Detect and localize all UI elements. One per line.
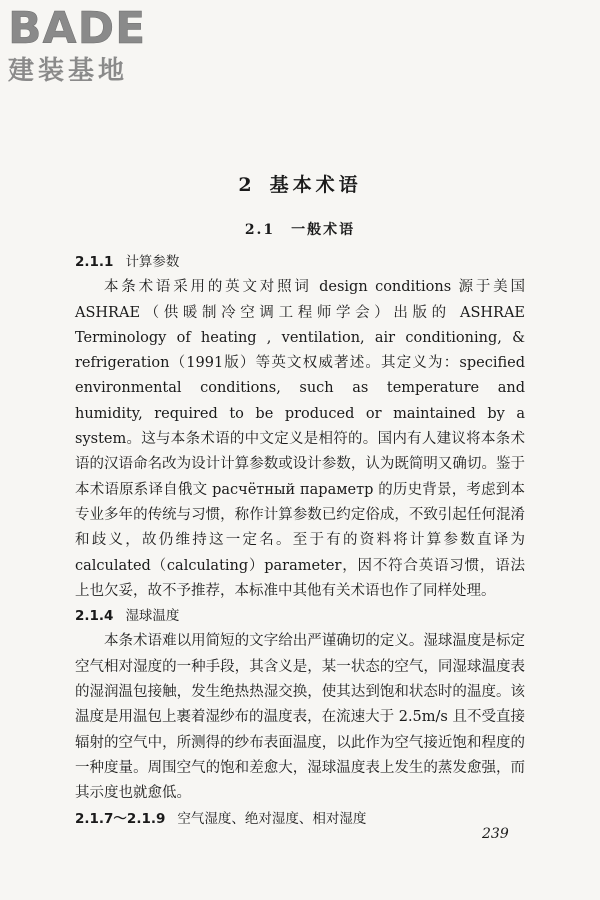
logo	[8, 4, 178, 86]
section-name: 一般术语	[291, 222, 356, 238]
entry-paragraph: 本条术语采用的英文对照词 design conditions 源于美国 ASHRAE（供暖制冷空调工程师学会）出版的 ASHRAE Terminology of heating , ventilation, air conditioning, & refrigeration（1991版）等英文权威著述。其定义为：specified environmental conditions, such as temperature and humidity, required to be produced or maintained by a system。这与本条术语的中文定义是相符的。国内有人建议将本条术语的汉语命名改为设计计算参数或设计参数，认为既简明又确切。鉴于本术语原系译自俄文 расчётный параметр 的历史背景，考虑到本专业多年的传统与习惯，称作计算参数已约定俗成，不致引起任何混淆和歧义，故仍维持这一定名。至于有的资料将计算参数直译为 calculated（calculating）parameter，因不符合英语习惯，语法上也欠妥，故不予推荐，本标准中其他有关术语也作了同样处理。	[75, 279, 525, 599]
section-number: 2.1	[244, 222, 276, 238]
chapter-title	[0, 170, 600, 197]
entry-heading	[75, 807, 525, 832]
entry-number: 2.1.7～2.1.9	[75, 810, 166, 827]
document-body	[75, 250, 525, 832]
entry-title: 空气湿度、绝对湿度、相对湿度	[177, 810, 367, 827]
entry-heading	[75, 250, 525, 275]
logo-brand: BADE	[8, 3, 147, 54]
entry-heading	[75, 604, 525, 629]
entry-paragraph: 本条术语难以用简短的文字给出严谨确切的定义。湿球温度是标定空气相对湿度的一种手段，其含义是，某一状态的空气，同湿球温度表的湿润温包接触，发生绝热热湿交换，使其达到饱和状态时的温度。该温度是用温包上裹着湿纱布的温度表，在流速大于 2.5m/s 且不受直接辐射的空气中，所测得的纱布表面温度，以此作为空气接近饱和程度的一种度量。周围空气的饱和差愈大，湿球温度表上发生的蒸发愈强，而其示度也就愈低。	[75, 633, 525, 802]
entry-number: 2.1.1	[75, 254, 114, 270]
entry-number: 2.1.4	[75, 608, 114, 625]
chapter-name: 基本术语	[269, 174, 362, 196]
entry-title: 湿球温度	[125, 608, 180, 625]
section-title	[0, 219, 600, 239]
entry-title: 计算参数	[125, 254, 180, 270]
logo-subtitle: 建装基地	[8, 56, 129, 86]
chapter-number: 2	[238, 174, 256, 196]
page-number: 239	[482, 826, 509, 842]
